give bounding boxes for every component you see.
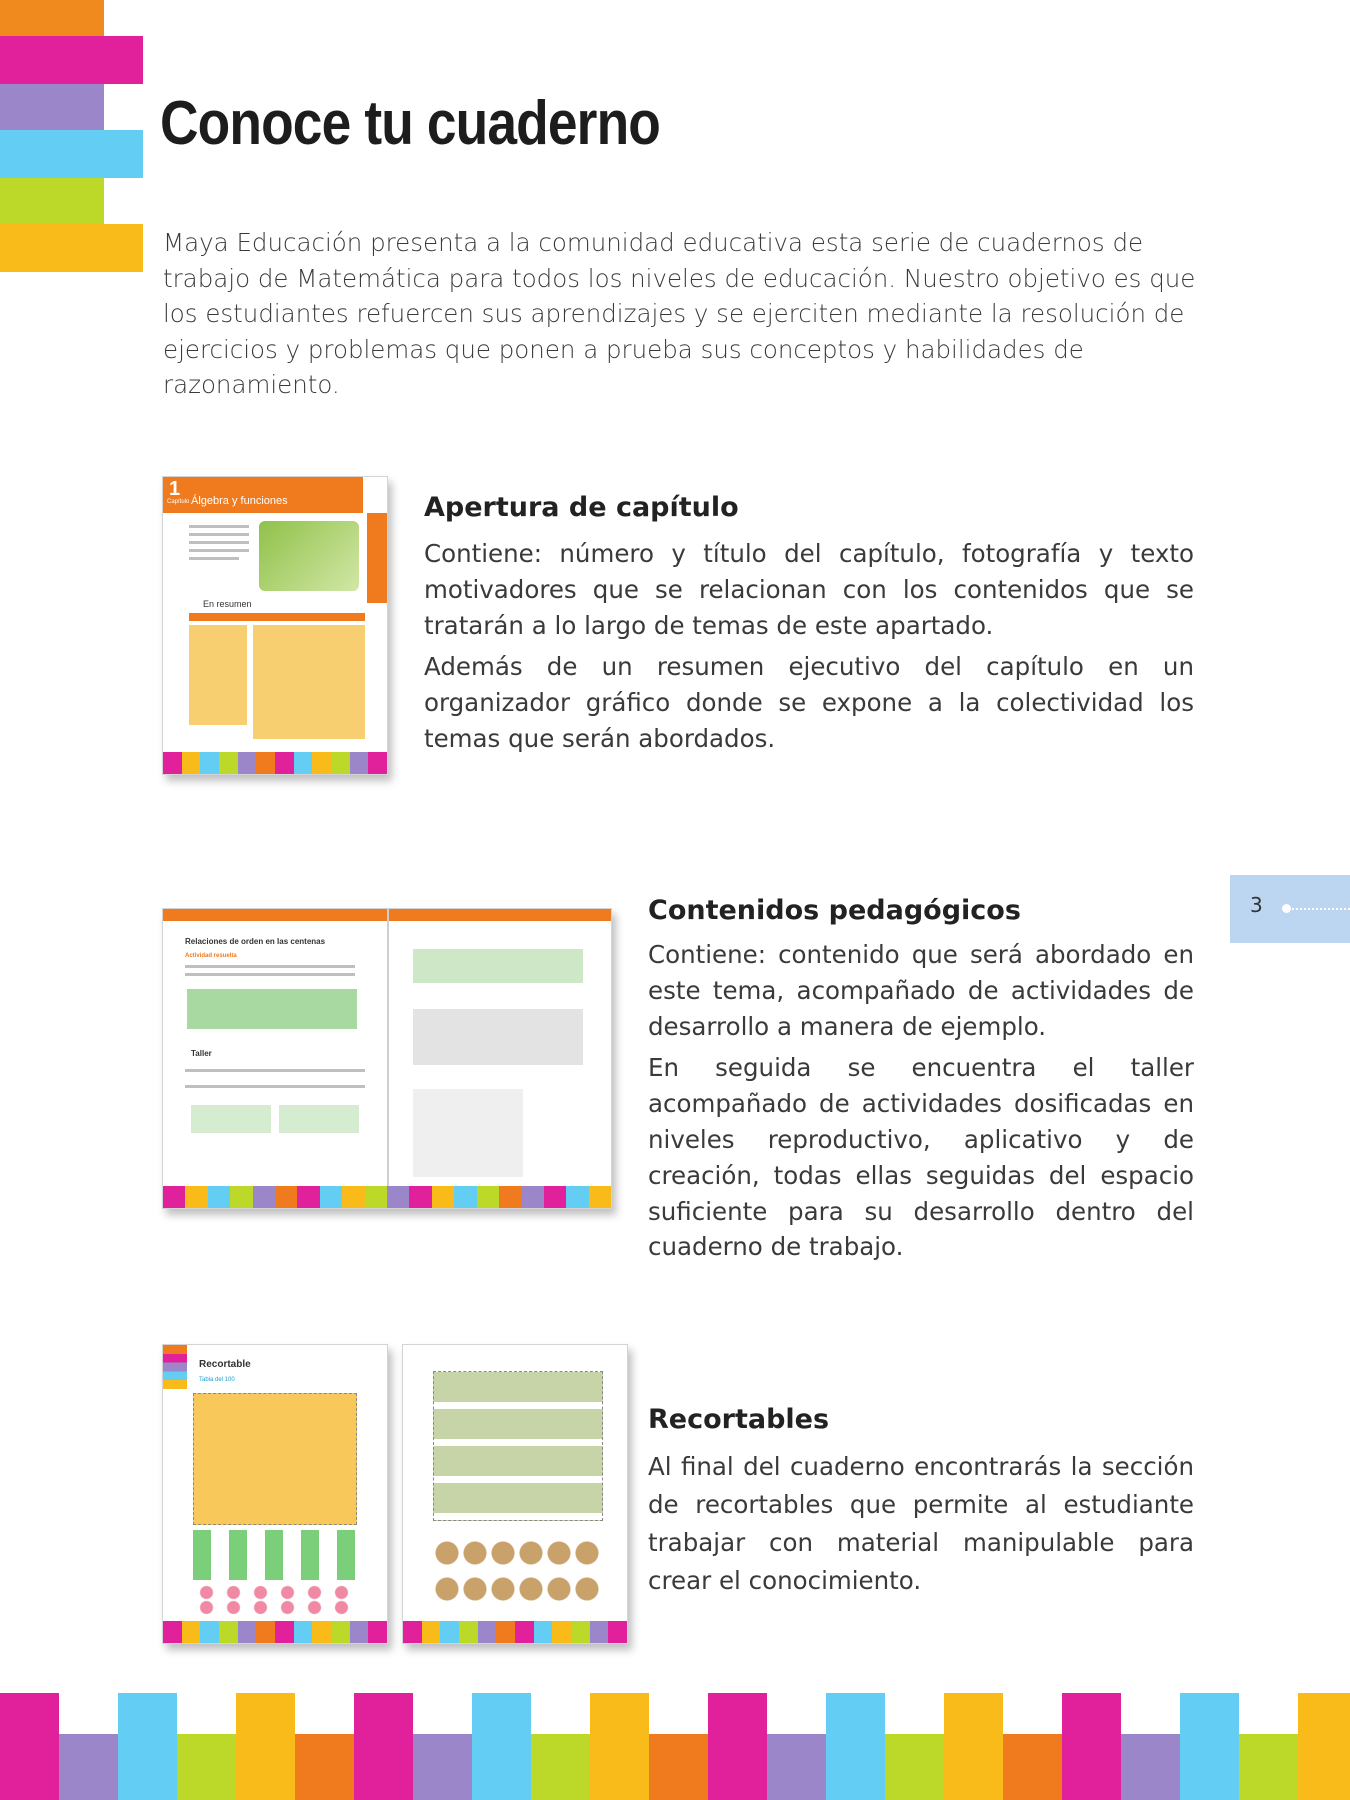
thumbnail-recortable-grid xyxy=(162,1344,388,1644)
coins-figure xyxy=(433,1535,601,1607)
bottom-bar xyxy=(944,1693,1003,1800)
section-title-contenidos: Contenidos pedagógicos xyxy=(648,895,1021,926)
bottom-bar xyxy=(1239,1734,1298,1800)
abacus-figure xyxy=(413,949,583,983)
summary-header-band xyxy=(189,613,365,621)
page-title: Conoce tu cuaderno xyxy=(160,89,660,158)
spread-divider xyxy=(387,909,389,1208)
bottom-bar xyxy=(767,1734,826,1800)
bottom-bar xyxy=(590,1693,649,1800)
workshop-label: Taller xyxy=(191,1049,212,1058)
animals-photo xyxy=(259,521,359,591)
bottom-bar xyxy=(885,1734,944,1800)
chapter-title: Álgebra y funciones xyxy=(191,495,288,507)
bottom-bar xyxy=(295,1734,354,1800)
bottom-bar xyxy=(1180,1693,1239,1800)
paragraph: En seguida se encuentra el taller acompañado de actividades dosificadas en niveles reproductivo, aplicativo y de creación, todas ellas seguidas del espacio suficiente para su desarrollo dentro del cuaderno de trabajo. xyxy=(648,1053,1194,1262)
summary-box-left xyxy=(189,625,247,725)
cubes-figure xyxy=(413,1009,583,1065)
spread-heading: Relaciones de orden en las centenas xyxy=(185,937,326,946)
green-cutouts xyxy=(193,1530,355,1580)
stripe-sky xyxy=(0,130,143,178)
thumbnail-recortable-money xyxy=(402,1344,628,1644)
recortable-subheading: Tabla del 100 xyxy=(199,1377,235,1383)
hundred-grid xyxy=(193,1393,357,1525)
bottom-bar xyxy=(236,1693,295,1800)
bottom-bar xyxy=(354,1693,413,1800)
summary-label: En resumen xyxy=(203,599,252,609)
thumbnail-contenidos xyxy=(162,908,612,1209)
bottom-color-bars xyxy=(0,1693,1350,1800)
bottom-bar xyxy=(177,1734,236,1800)
bottom-bar xyxy=(59,1734,118,1800)
stripe-yellow xyxy=(0,224,143,272)
activity-label: Actividad resuelta xyxy=(185,953,237,959)
pixel-strip xyxy=(403,1621,627,1643)
bottom-bar xyxy=(708,1693,767,1800)
stripe-orange xyxy=(0,0,104,36)
table-figure-left xyxy=(191,1105,271,1133)
chapter-number: 1 xyxy=(169,478,181,500)
bottom-bar xyxy=(118,1693,177,1800)
paragraph: Contiene: número y título del capítulo, fotografía y texto motivadores que se relacionan con los contenidos que se tratarán a lo largo de temas de este apartado. xyxy=(424,539,1194,640)
bottom-bar xyxy=(1003,1734,1062,1800)
corner-stripes xyxy=(163,1345,187,1389)
stripe-lime xyxy=(0,178,104,224)
section-title-recortables: Recortables xyxy=(648,1404,830,1435)
bills-figure xyxy=(433,1371,603,1521)
recortable-heading: Recortable xyxy=(199,1359,251,1370)
section-text-contenidos xyxy=(648,937,1194,1271)
page-tab-dots xyxy=(1288,908,1350,910)
intro-paragraph: Maya Educación presenta a la comunidad educativa esta serie de cuadernos de trabajo de Matemática para todos los niveles de educación. Nuestro objetivo es que los estudiantes refuercen sus aprendizajes y se ejerciten mediante la resolución de ejercicios y problemas que ponen a prueba sus conceptos y habilidades de razonamiento. xyxy=(163,228,1196,399)
pixel-strip xyxy=(163,1621,387,1643)
section-text-recortables xyxy=(648,1448,1194,1606)
page-number-tab xyxy=(1230,875,1350,943)
bottom-bar xyxy=(1062,1693,1121,1800)
bottom-bar xyxy=(0,1693,59,1800)
bottom-bar xyxy=(1121,1734,1180,1800)
paragraph: Además de un resumen ejecutivo del capítulo en un organizador gráfico donde se expone a la colectividad los temas que serán abordados. xyxy=(424,652,1194,753)
answers-table xyxy=(413,1089,523,1177)
paragraph: Al final del cuaderno encontrarás la sección de recortables que permite al estudiante trabajar con material manipulable para crear el conocimiento. xyxy=(648,1452,1194,1595)
bottom-bar xyxy=(531,1734,590,1800)
section-text-apertura xyxy=(424,536,1194,763)
bottom-bar xyxy=(826,1693,885,1800)
table-figure-right xyxy=(279,1105,359,1133)
section-title-apertura: Apertura de capítulo xyxy=(424,492,739,523)
chapter-label: Capítulo xyxy=(167,499,190,505)
pixel-strip xyxy=(163,1186,611,1208)
bottom-bar xyxy=(413,1734,472,1800)
thumbnail-apertura xyxy=(162,476,388,775)
pixel-strip xyxy=(163,752,387,774)
bottom-bar xyxy=(472,1693,531,1800)
stripe-purple xyxy=(0,84,104,130)
bottom-bar xyxy=(649,1734,708,1800)
blocks-figure xyxy=(187,989,357,1029)
side-band xyxy=(367,513,387,603)
paragraph: Contiene: contenido que será abordado en este tema, acompañado de actividades de desarrollo a manera de ejemplo. xyxy=(648,940,1194,1041)
bottom-bar xyxy=(1298,1693,1350,1800)
circle-cutouts xyxy=(193,1585,355,1615)
page-number: 3 xyxy=(1250,893,1263,917)
stripe-magenta xyxy=(0,36,143,84)
summary-box-right xyxy=(253,625,365,739)
